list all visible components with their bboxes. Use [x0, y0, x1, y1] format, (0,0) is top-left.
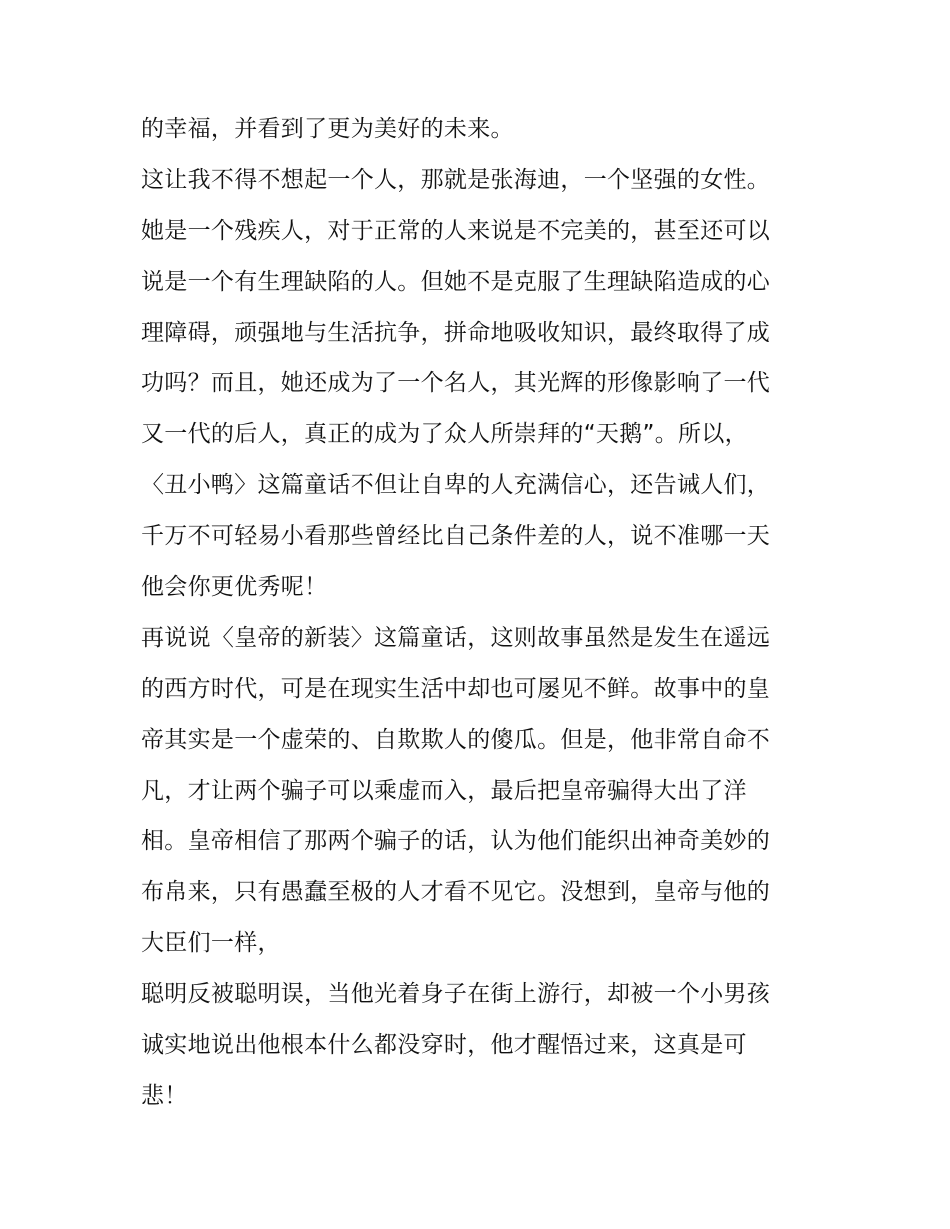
text-line: 诚实地说出他根本什么都没穿时，他才醒悟过来，这真是可 [141, 1032, 747, 1059]
text-line: 功吗？而且，她还成为了一个名人，其光辉的形像影响了一代 [141, 370, 771, 397]
text-line: 她是一个残疾人，对于正常的人来说是不完美的，甚至还可以 [141, 217, 771, 244]
text-line: 理障碍，顽强地与生活抗争，拼命地吸收知识，最终取得了成 [141, 319, 771, 346]
text-line: 这让我不得不想起一个人，那就是张海迪，一个坚强的女性。 [141, 166, 771, 193]
text-line: 他会你更优秀呢！ [141, 574, 328, 601]
text-line: 又一代的后人，真正的成为了众人所崇拜的“天鹅”。所以， [141, 421, 748, 448]
text-line: 再说说〈皇帝的新装〉这篇童话，这则故事虽然是发生在遥远 [141, 624, 771, 651]
text-line: 千万不可轻易小看那些曾经比自己条件差的人，说不准哪一天 [141, 523, 771, 550]
text-line: 说是一个有生理缺陷的人。但她不是克服了生理缺陷造成的心 [141, 268, 771, 295]
text-line: 的西方时代，可是在现实生活中却也可屡见不鲜。故事中的皇 [141, 675, 771, 702]
text-line: 凡，才让两个骗子可以乘虚而入，最后把皇帝骗得大出了洋 [141, 777, 747, 804]
text-line: 的幸福，并看到了更为美好的未来。 [141, 116, 514, 142]
text-line: 〈丑小鸭〉这篇童话不但让自卑的人充满信心，还告诫人们， [141, 472, 771, 499]
text-line: 布帛来，只有愚蠢至极的人才看不见它。没想到，皇帝与他的 [141, 879, 771, 906]
text-line: 悲！ [141, 1082, 188, 1109]
body-text [141, 104, 831, 1122]
text-line: 帝其实是一个虚荣的、自欺欺人的傻瓜。但是，他非常自命不 [141, 726, 771, 753]
text-line: 聪明反被聪明误，当他光着身子在街上游行，却被一个小男孩 [141, 981, 771, 1008]
text-line: 相。皇帝相信了那两个骗子的话，认为他们能织出神奇美妙的 [141, 828, 771, 855]
text-line: 大臣们一样， [141, 930, 281, 957]
